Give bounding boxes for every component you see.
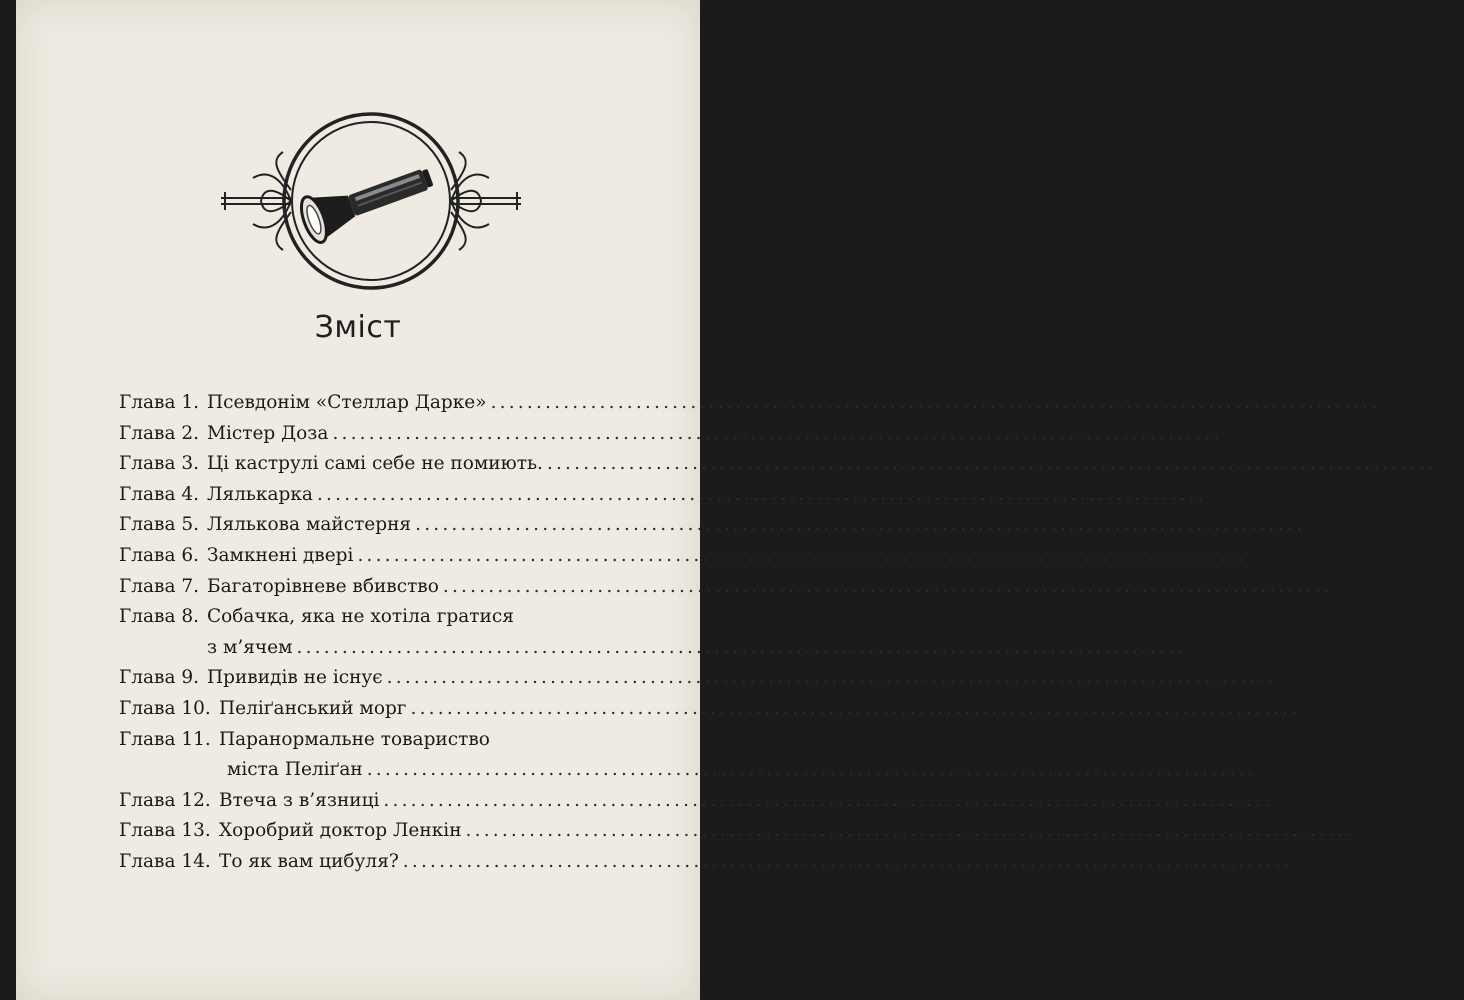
chapter-title: Лялькарка	[207, 483, 313, 505]
toc-title: Зміст	[314, 310, 402, 345]
chapter-title: Псевдонім «Стеллар Дарке»	[207, 392, 487, 413]
chapter-title: Втеча з в’язниці	[219, 789, 380, 811]
page-number: 59	[1309, 514, 1333, 536]
toc-entry-12[interactable]	[119, 786, 1313, 817]
page-number: 171	[1296, 850, 1332, 872]
dot-leader: ..................................................................................................	[415, 514, 1306, 536]
toc-entry-1[interactable]	[119, 388, 1397, 419]
dot-leader: ..................................................................................................	[490, 392, 1381, 413]
toc-entry-7[interactable]	[119, 572, 1361, 603]
toc-entry-3[interactable]	[119, 449, 1464, 480]
chapter-title-line1: Паранормальне товариство	[219, 728, 490, 750]
toc-entry-6[interactable]	[119, 541, 1275, 572]
chapter-label: Глава 3.	[119, 453, 200, 475]
dot-leader: ..................................................................................................	[410, 697, 1301, 719]
chapter-label: Глава 5.	[119, 514, 200, 536]
chapter-title-line2: з м’ячем	[207, 636, 293, 658]
chapter-label: Глава 12.	[119, 789, 211, 811]
toc-entry-13[interactable]	[119, 816, 1395, 847]
dot-leader: ..................................................................................................	[383, 789, 1274, 811]
toc-entry-9[interactable]	[119, 663, 1316, 694]
chapter-title: Пеліґанський морг	[219, 697, 407, 719]
dot-leader: ..................................................................................................	[465, 820, 1356, 842]
page-number: 82	[1336, 575, 1361, 597]
chapter-title: Містер Доза	[207, 422, 329, 444]
chapter-label: Глава 7.	[119, 575, 200, 597]
chapter-label: Глава 4.	[119, 483, 200, 505]
dot-leader: ..................................................................................................	[296, 636, 1187, 658]
page-number: 45	[1210, 483, 1235, 505]
dot-leader: ..................................................................................................	[316, 483, 1207, 505]
toc-entry-4[interactable]	[119, 480, 1235, 511]
page-number: 31	[1440, 453, 1464, 475]
chapter-label: Глава 1.	[119, 392, 200, 413]
page-number: 154	[1277, 789, 1313, 811]
chapter-title: Ці каструлі самі себе не помиють.	[207, 453, 543, 475]
chapter-title: Привидів не існує	[207, 667, 383, 689]
chapter-label: Глава 10.	[119, 697, 211, 719]
chapter-title: Хоробрий доктор Ленкін	[219, 820, 462, 842]
page-number: 22	[1226, 422, 1250, 444]
dot-leader: ..................................................................................................	[402, 850, 1293, 872]
book-page	[16, 0, 1464, 1000]
dot-leader: ..................................................................................................	[357, 544, 1248, 566]
dot-leader: ..................................................................................................	[332, 422, 1223, 444]
page-number: 109	[1280, 667, 1316, 689]
toc-entry-8-line2[interactable]	[119, 633, 1214, 664]
page-number: 7	[1384, 392, 1397, 413]
toc-entry-14[interactable]	[119, 847, 1332, 878]
chapter-label: Глава 9.	[119, 667, 200, 689]
chapter-label: Глава 8.	[119, 606, 200, 628]
flashlight-in-circle-icon	[211, 90, 531, 320]
page-number: 69	[1251, 544, 1275, 566]
toc-entry-11-line2[interactable]	[119, 755, 1296, 786]
toc-entry-11-line1[interactable]	[119, 725, 624, 756]
chapter-label: Глава 13.	[119, 820, 211, 842]
page-number: 140	[1260, 759, 1296, 781]
chapter-label: Глава 11.	[119, 728, 211, 750]
chapter-title: То як вам цибуля?	[219, 850, 399, 872]
chapter-title: Замкнені двері	[207, 544, 354, 566]
chapter-label: Глава 14.	[119, 850, 211, 872]
chapter-label: Глава 2.	[119, 422, 200, 444]
chapter-title-line2: міста Пеліґан	[227, 759, 363, 781]
dot-leader: ..................................................................................................	[366, 759, 1257, 781]
page-number: 164	[1359, 820, 1395, 842]
page-number: 124	[1304, 697, 1340, 719]
dot-leader: ..................................................................................................	[386, 667, 1277, 689]
chapter-label: Глава 6.	[119, 544, 200, 566]
chapter-title-line1: Собачка, яка не хотіла гратися	[207, 606, 514, 628]
toc-entry-10[interactable]	[119, 694, 1340, 725]
toc-entry-8-line1[interactable]	[119, 602, 624, 633]
toc-entry-5[interactable]	[119, 510, 1333, 541]
toc-entry-2[interactable]	[119, 419, 1250, 450]
chapter-title: Лялькова майстерня	[207, 514, 412, 536]
page-number: 99	[1190, 636, 1214, 658]
dot-leader: ..................................................................................................	[546, 453, 1437, 475]
dot-leader: ..................................................................................................	[442, 575, 1333, 597]
chapter-title: Багаторівневе вбивство	[207, 575, 439, 597]
table-of-contents	[119, 388, 1464, 878]
